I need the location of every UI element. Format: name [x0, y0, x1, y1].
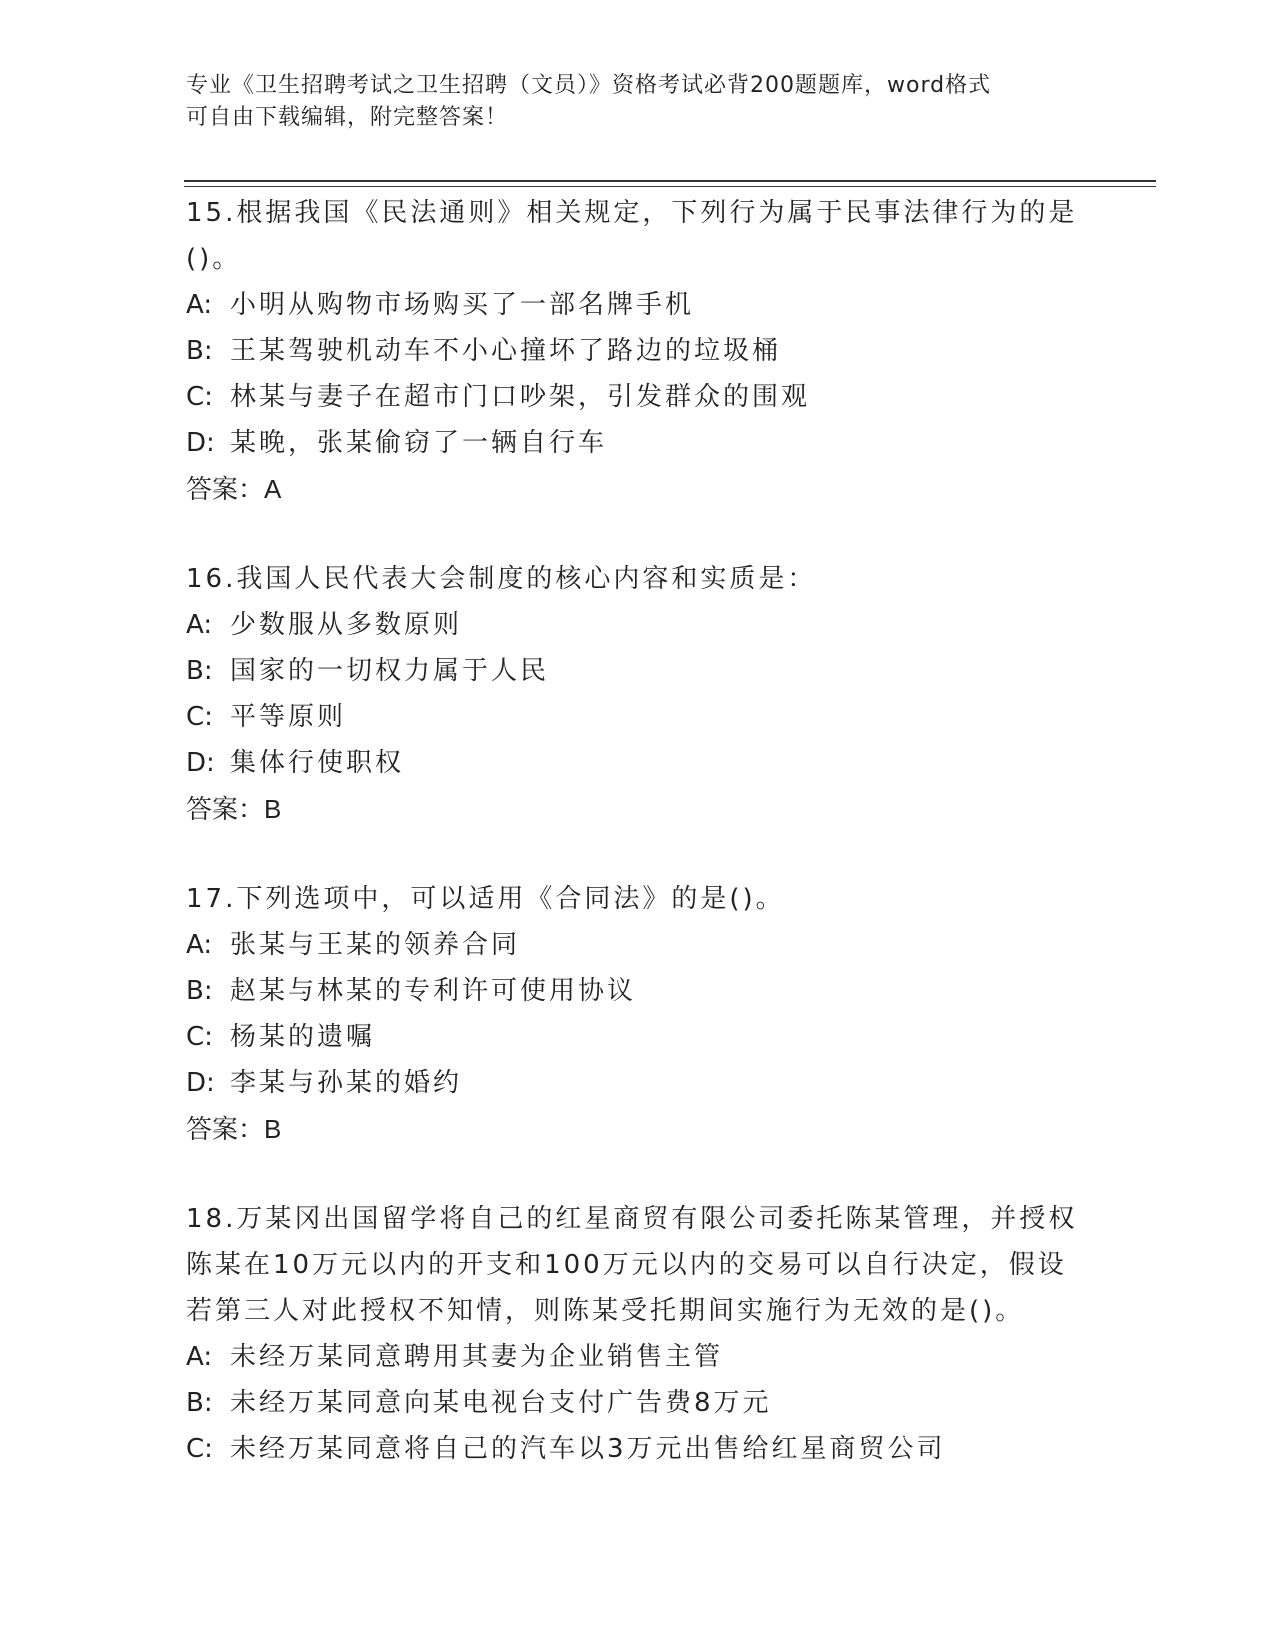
header-divider-thick — [184, 180, 1156, 182]
option-text: 林某与妻子在超市门口吵架，引发群众的围观 — [230, 382, 811, 412]
option-letter: A: — [186, 610, 213, 640]
option-text: 某晚，张某偷窃了一辆自行车 — [230, 428, 608, 458]
option-letter: C: — [186, 382, 213, 412]
option-letter: B: — [186, 656, 213, 686]
option-text: 赵某与林某的专利许可使用协议 — [230, 976, 637, 1006]
answer-option — [186, 1060, 1086, 1106]
option-letter: D: — [186, 1068, 215, 1098]
answer-option — [186, 1380, 1086, 1426]
option-text: 张某与王某的领养合同 — [230, 930, 521, 960]
answer-option — [186, 374, 1086, 420]
document-header — [186, 70, 1066, 134]
question-stem-line: ()。 — [186, 244, 242, 274]
question-block — [186, 1196, 1086, 1472]
answer-option — [186, 420, 1086, 466]
option-text: 未经万某同意聘用其妻为企业销售主管 — [230, 1342, 724, 1372]
option-letter: A: — [186, 930, 213, 960]
option-letter: A: — [186, 290, 213, 320]
question-block — [186, 876, 1086, 1152]
option-text: 未经万某同意向某电视台支付广告费8万元 — [230, 1388, 772, 1418]
option-letter: C: — [186, 1434, 213, 1464]
question-stem-line: 16.我国人民代表大会制度的核心内容和实质是： — [186, 564, 817, 594]
question-block — [186, 190, 1086, 512]
option-text: 杨某的遗嘱 — [230, 1022, 376, 1052]
option-text: 王某驾驶机动车不小心撞坏了路边的垃圾桶 — [230, 336, 782, 366]
answer-line: 答案：B — [186, 794, 282, 824]
option-letter: C: — [186, 702, 213, 732]
answer-option — [186, 1334, 1086, 1380]
answer-line: 答案：B — [186, 1114, 282, 1144]
answer-option — [186, 922, 1086, 968]
option-text: 未经万某同意将自己的汽车以3万元出售给红星商贸公司 — [230, 1434, 946, 1464]
answer-option — [186, 648, 1086, 694]
answer-option — [186, 328, 1086, 374]
option-text: 少数服从多数原则 — [230, 610, 463, 640]
question-stem-line: 17.下列选项中，可以适用《合同法》的是()。 — [186, 884, 785, 914]
header-line-1: 专业《卫生招聘考试之卫生招聘（文员）》资格考试必背200题题库，word格式 — [186, 73, 992, 98]
option-letter: B: — [186, 336, 213, 366]
answer-line: 答案：A — [186, 474, 282, 504]
question-stem-line: 陈某在10万元以内的开支和100万元以内的交易可以自行决定，假设 — [186, 1250, 1067, 1280]
option-text: 国家的一切权力属于人民 — [230, 656, 550, 686]
question-stem-line: 15.根据我国《民法通则》相关规定，下列行为属于民事法律行为的是 — [186, 198, 1078, 228]
option-letter: D: — [186, 428, 215, 458]
answer-option — [186, 968, 1086, 1014]
answer-option — [186, 694, 1086, 740]
option-letter: B: — [186, 1388, 213, 1418]
answer-option — [186, 1426, 1086, 1472]
option-text: 平等原则 — [230, 702, 347, 732]
answer-option — [186, 740, 1086, 786]
option-letter: D: — [186, 748, 215, 778]
option-text: 小明从购物市场购买了一部名牌手机 — [230, 290, 695, 320]
option-text: 集体行使职权 — [230, 748, 405, 778]
option-letter: B: — [186, 976, 213, 1006]
header-divider-thin — [184, 186, 1156, 187]
question-list — [186, 190, 1086, 1516]
option-text: 李某与孙某的婚约 — [230, 1068, 463, 1098]
question-block — [186, 556, 1086, 832]
answer-option — [186, 602, 1086, 648]
answer-option — [186, 282, 1086, 328]
answer-option — [186, 1014, 1086, 1060]
option-letter: A: — [186, 1342, 213, 1372]
question-stem-line: 18.万某冈出国留学将自己的红星商贸有限公司委托陈某管理，并授权 — [186, 1204, 1078, 1234]
header-line-2: 可自由下载编辑，附完整答案！ — [186, 105, 509, 130]
question-stem-line: 若第三人对此授权不知情，则陈某受托期间实施行为无效的是()。 — [186, 1296, 1025, 1326]
option-letter: C: — [186, 1022, 213, 1052]
